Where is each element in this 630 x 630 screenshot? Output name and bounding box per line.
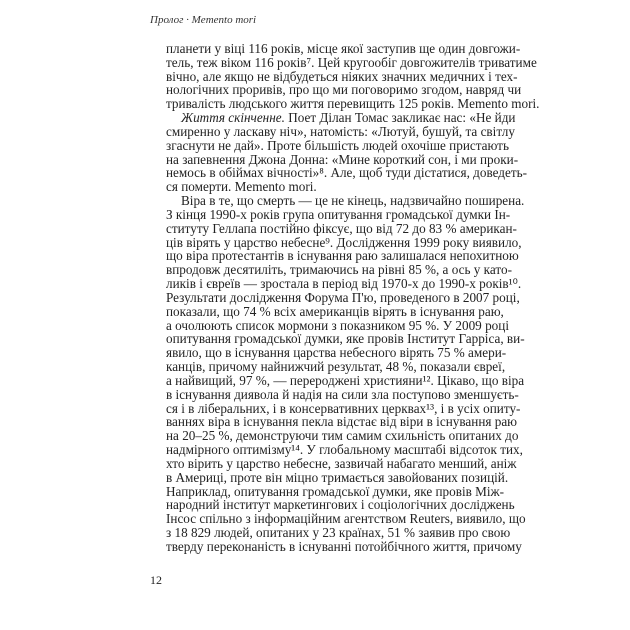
text-line bbox=[166, 538, 522, 554]
text-line bbox=[166, 524, 511, 540]
line-text: Наприклад, опитування громадської думки, яке провів Між- bbox=[166, 483, 505, 499]
text-line bbox=[166, 276, 522, 292]
text-line bbox=[166, 54, 537, 70]
text-line bbox=[166, 234, 522, 250]
text-line bbox=[166, 359, 506, 375]
line-text: ся і в ліберальних, і в консервативних церквах¹³, і в усіх опиту- bbox=[166, 400, 521, 416]
text-line bbox=[166, 455, 517, 471]
text-line bbox=[166, 137, 509, 153]
line-text: народний інститут маркетингових і соціологічних досліджень bbox=[166, 497, 515, 513]
line-text: що віра протестантів в існування раю залишалася непохитною bbox=[166, 248, 519, 264]
line-text: ваннях віра в існування пекла відстає від віри в існування раю bbox=[166, 414, 518, 430]
text-line bbox=[166, 386, 519, 402]
text-line bbox=[166, 262, 512, 278]
line-text: з 18 829 людей, опитаних у 23 країнах, 51 % заявив про свою bbox=[166, 524, 511, 540]
line-text: згаснути не дай». Проте більшість людей охочіше пристають bbox=[166, 137, 509, 153]
text-line bbox=[166, 442, 523, 458]
line-text: Поет Ділан Томас закликає нас: «Не йди bbox=[284, 110, 516, 126]
line-text: Інсос спільно з інформаційним агентством Reuters, виявило, що bbox=[166, 511, 526, 527]
text-line bbox=[166, 511, 526, 527]
text-line bbox=[166, 428, 519, 444]
line-text: хто вірить у царство небесне, зазвичай набагато менший, аніж bbox=[166, 455, 517, 471]
running-header: Пролог · Memento mori bbox=[150, 14, 257, 26]
text-line bbox=[166, 68, 518, 84]
line-text: опитування громадської думки, яке провів Інститут Гарріса, ви- bbox=[166, 331, 525, 347]
line-text: ців вірять у царство небесне⁹. Дослідження 1999 року виявило, bbox=[166, 234, 522, 250]
text-line bbox=[166, 220, 517, 236]
line-text: тель, теж віком 116 років⁷. Цей кругообіг довгожителів триватиме bbox=[166, 54, 537, 70]
line-text: тривалість людського життя перевищить 125 років. Memento mori. bbox=[166, 96, 540, 112]
text-line bbox=[166, 165, 528, 181]
text-line bbox=[166, 497, 515, 513]
page-number: 12 bbox=[150, 573, 162, 587]
text-line bbox=[166, 193, 525, 209]
italic-lead: Життя скінченне. bbox=[181, 110, 285, 126]
text-line bbox=[166, 289, 520, 305]
line-text: впродовж десятиліть, тримаючись на рівні 85 %, а ось у като- bbox=[166, 262, 512, 278]
line-text: ституту Геллапа постійно фіксує, що від 72 до 83 % американ- bbox=[166, 220, 517, 236]
line-text: нологічних проривів, про що ми поговоримо згодом, навряд чи bbox=[166, 82, 522, 98]
body-text bbox=[166, 41, 540, 554]
line-text: ся померти. Memento mori. bbox=[166, 179, 317, 195]
line-text: планети у віці 116 років, місце якої заступив ще один довгожи- bbox=[166, 41, 521, 56]
text-line bbox=[166, 303, 504, 319]
text-line bbox=[166, 414, 518, 430]
line-text: немось в обіймах вічності»⁸. Але, щоб туди дістатися, доведеть- bbox=[166, 165, 528, 181]
text-line bbox=[166, 372, 525, 388]
line-text: вічно, але якщо не відбудеться ніяких значних медичних і тех- bbox=[166, 68, 518, 84]
text-line bbox=[166, 469, 509, 485]
text-line bbox=[166, 96, 540, 112]
line-text: в Америці, проте він міцно тримається завойованих позицій. bbox=[166, 469, 509, 485]
line-text: показали, що 74 % всіх американців вірять в існування раю, bbox=[166, 303, 504, 319]
line-text: а найвищий, 97 %, — перероджені християни¹². Цікаво, що віра bbox=[166, 372, 525, 388]
text-line bbox=[166, 151, 519, 167]
line-text: Результати дослідження Форума П'ю, проведеного в 2007 році, bbox=[166, 289, 520, 305]
text-line bbox=[166, 82, 522, 98]
line-text: на запевнення Джона Донна: «Мине короткий сон, і ми проки- bbox=[166, 151, 519, 167]
line-text: в існування диявола й надія на сили зла поступово зменшуєть- bbox=[166, 386, 519, 402]
text-line bbox=[166, 41, 521, 56]
line-text: З кінця 1990-х років група опитування громадської думки Ін- bbox=[166, 206, 511, 222]
text-line bbox=[166, 331, 525, 347]
line-text: на 20–25 %, демонструючи тим самим схильність опитаних до bbox=[166, 428, 519, 444]
text-line bbox=[166, 345, 507, 361]
text-line bbox=[166, 206, 511, 222]
text-line bbox=[166, 180, 484, 194]
line-text: ликів і євреїв — зростала в період від 1970-х до 1990-х років¹⁰. bbox=[166, 276, 522, 292]
text-line bbox=[166, 248, 519, 264]
line-text: а очолюють список мормони з показником 95 %. У 2009 році bbox=[166, 317, 509, 333]
text-line bbox=[166, 123, 515, 139]
line-text: канців, причому найнижчий результат, 48 %, показали євреї, bbox=[166, 359, 506, 375]
text-line bbox=[166, 400, 521, 416]
text-line bbox=[166, 110, 516, 126]
line-text: Віра в те, що смерть — це не кінець, надзвичайно поширена. bbox=[181, 193, 525, 209]
text-line bbox=[166, 317, 509, 333]
line-text: смиренно у ласкаву ніч», натомість: «Лютуй, бушуй, та світлу bbox=[166, 123, 515, 139]
text-line bbox=[166, 483, 505, 499]
line-text: надмірного оптимізму¹⁴. У глобальному масштабі відсоток тих, bbox=[166, 442, 523, 458]
line-text: явило, що в існування царства небесного вірять 75 % амери- bbox=[166, 345, 507, 361]
line-text: тверду переконаність в існуванні потойбічного життя, причому bbox=[166, 538, 522, 554]
